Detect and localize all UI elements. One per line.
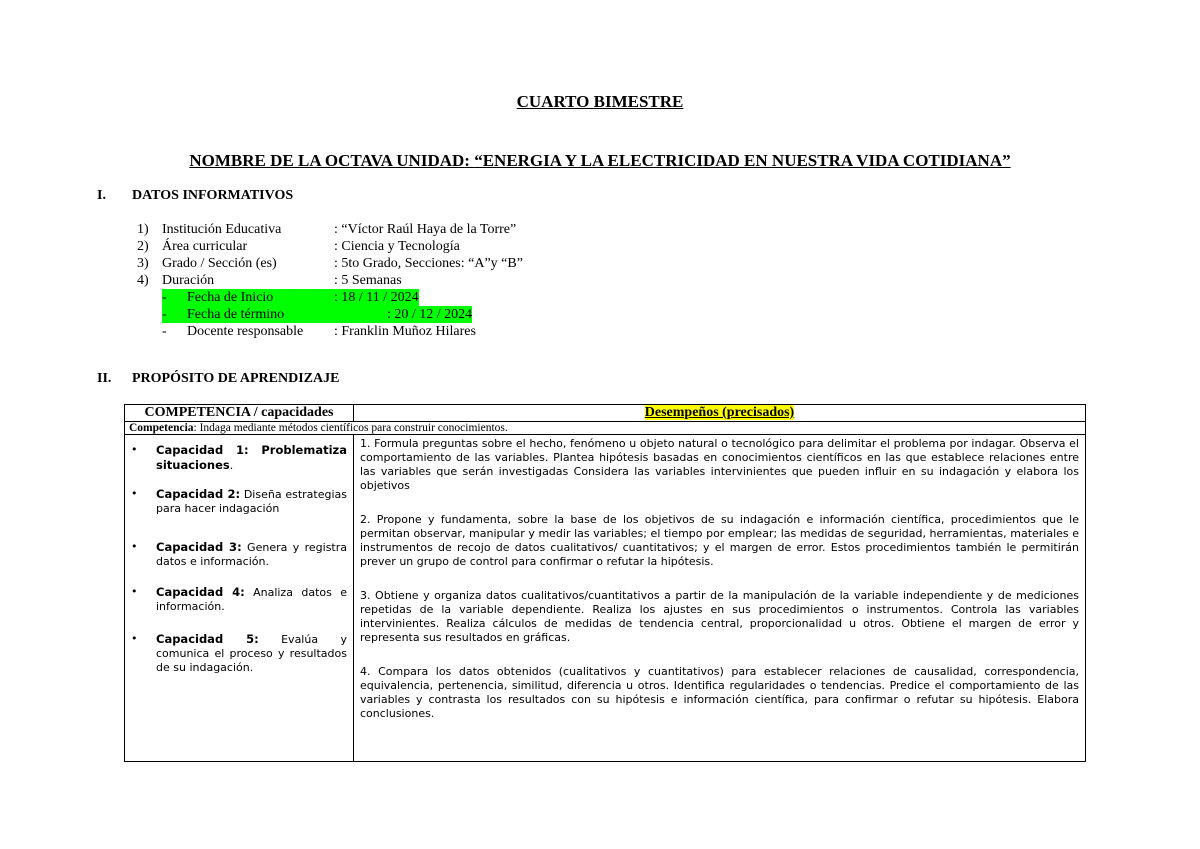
capacity-item xyxy=(131,585,347,614)
col-header-desempenos-text: Desempeños (precisados) xyxy=(644,405,795,420)
bullet-icon: • xyxy=(131,632,138,645)
capacity-item xyxy=(131,443,347,473)
performance-item: 2. Propone y fundamenta, sobre la base de los objetivos de su indagación e información científica, procedimientos que le permitan observar, manipular y medir las variables; el tiempo por emplear; las medidas de seguridad, herramientas, materiales e instrumentos de recojo de datos cualitativos/ cuantitativos; y el margen de error. Estos procedimientos también le permitirán prever un grupo de control para confirmar o refutar la hipótesis. xyxy=(360,513,1079,568)
info-number: 3) xyxy=(137,256,149,271)
capacities-cell xyxy=(125,435,354,762)
info-label: Duración xyxy=(162,273,215,288)
info-label: Docente responsable xyxy=(187,324,304,339)
performance-item: 3. Obtiene y organiza datos cualitativos/cuantitativos a partir de la manipulación de la variable independiente y de mediciones repetidas de la variable dependiente. Realiza los ajustes en sus procedimientos o instrumentos. Controla las variables intervinientes. Realiza cálculos de medidas de tendencia central, proporcionalidad u otros. Obtiene el margen de error y representa sus resultados en gráficas. xyxy=(360,589,1079,644)
table-header-row xyxy=(125,405,1086,422)
info-value: : Ciencia y Tecnología xyxy=(334,239,460,254)
capacity-item xyxy=(131,540,347,569)
info-number: 4) xyxy=(137,273,149,288)
section-number: II. xyxy=(97,371,112,386)
unit-label: NOMBRE DE LA OCTAVA UNIDAD xyxy=(189,151,465,170)
section-number: I. xyxy=(97,188,106,203)
table-body-row xyxy=(125,435,1086,762)
capacity-item xyxy=(131,487,347,516)
capacity-title: Capacidad 2: xyxy=(156,487,241,501)
capacity-title: Capacidad 1: Problematiza situaciones xyxy=(156,443,347,472)
capacity-text: Genera y registra datos e información. xyxy=(156,541,348,568)
info-value: : “Víctor Raúl Haya de la Torre” xyxy=(334,222,517,237)
info-label: Área curricular xyxy=(162,239,248,254)
info-label: Fecha de término xyxy=(187,307,285,322)
capacity-title: Capacidad 4: xyxy=(156,585,245,599)
capacity-text: Analiza datos e información. xyxy=(156,586,348,613)
capacity-text: . xyxy=(229,459,234,472)
unit-colon: : xyxy=(464,151,470,170)
section-title: PROPÓSITO DE APRENDIZAJE xyxy=(132,371,340,386)
capacity-item xyxy=(131,632,347,675)
info-subrow-end-date xyxy=(137,306,523,323)
competence-label: Competencia xyxy=(129,422,194,434)
info-value: : Franklin Muñoz Hilares xyxy=(334,324,476,339)
info-subrow-start-date xyxy=(137,289,523,306)
section-heading-proposito xyxy=(97,371,339,387)
info-value: : 5to Grado, Secciones: “A”y “B” xyxy=(334,256,523,271)
dash-bullet: - xyxy=(162,324,167,339)
info-subrow-teacher xyxy=(137,323,523,340)
bullet-icon: • xyxy=(131,585,138,598)
competence-text: : Indaga mediante métodos científicos para construir conocimientos. xyxy=(193,422,508,434)
performances-cell xyxy=(354,435,1086,762)
dash-bullet: - xyxy=(162,290,167,305)
info-label: Grado / Sección (es) xyxy=(162,256,277,271)
info-value: : 20 / 12 / 2024 xyxy=(387,307,473,322)
unit-name: “ENERGIA Y LA ELECTRICIDAD EN NUESTRA VIDA COTIDIANA” xyxy=(474,151,1011,170)
info-number: 2) xyxy=(137,239,149,254)
capacity-text: Diseña estrategias para hacer indagación xyxy=(156,488,348,515)
info-row xyxy=(137,221,523,238)
capacity-text: Evalúa y comunica el proceso y resultados de su indagación. xyxy=(156,633,347,674)
info-value: : 5 Semanas xyxy=(334,273,402,288)
unit-title xyxy=(0,151,1200,171)
section-title: DATOS INFORMATIVOS xyxy=(132,188,294,203)
competence-cell xyxy=(125,422,1086,435)
performance-item: 1. Formula preguntas sobre el hecho, fenómeno u objeto natural o tecnológico para delimitar el problema por indagar. Observa el comportamiento de las variables. Plantea hipótesis basadas en conocimientos científicos en las que establece relaciones entre las variables que serán investigadas Considera las variables intervinientes que pueden influir en su indagación y elabora los objetivos xyxy=(360,437,1079,492)
bullet-icon: • xyxy=(131,487,138,500)
info-label: Institución Educativa xyxy=(162,222,282,237)
info-row xyxy=(137,238,523,255)
page-title: CUARTO BIMESTRE xyxy=(516,92,684,111)
performance-item: 4. Compara los datos obtenidos (cualitativos y cuantitativos) para establecer relaciones de causalidad, correspondencia, equivalencia, pertenencia, similitud, diferencia u otros. Identifica regularidades o tendencias. Predice el comportamiento de las variables y contrasta los resultados con su hipótesis e información científica, para confirmar o refutar su hipótesis. Elabora conclusiones. xyxy=(360,665,1079,720)
dash-bullet: - xyxy=(162,307,167,322)
info-row xyxy=(137,272,523,289)
info-label: Fecha de Inicio xyxy=(187,290,274,305)
learning-purpose-table xyxy=(124,404,1086,762)
bullet-icon: • xyxy=(131,540,138,553)
info-value: : 18 / 11 / 2024 xyxy=(334,290,419,305)
info-list xyxy=(137,221,523,340)
col-header-desempenos xyxy=(354,405,1086,422)
col-header-competencia: COMPETENCIA / capacidades xyxy=(125,405,354,422)
capacity-title: Capacidad 5: xyxy=(156,632,259,646)
competence-row xyxy=(125,422,1086,435)
capacity-title: Capacidad 3: xyxy=(156,540,242,554)
info-row xyxy=(137,255,523,272)
bullet-icon: • xyxy=(131,443,138,456)
info-number: 1) xyxy=(137,222,149,237)
section-heading-datos xyxy=(97,188,293,204)
